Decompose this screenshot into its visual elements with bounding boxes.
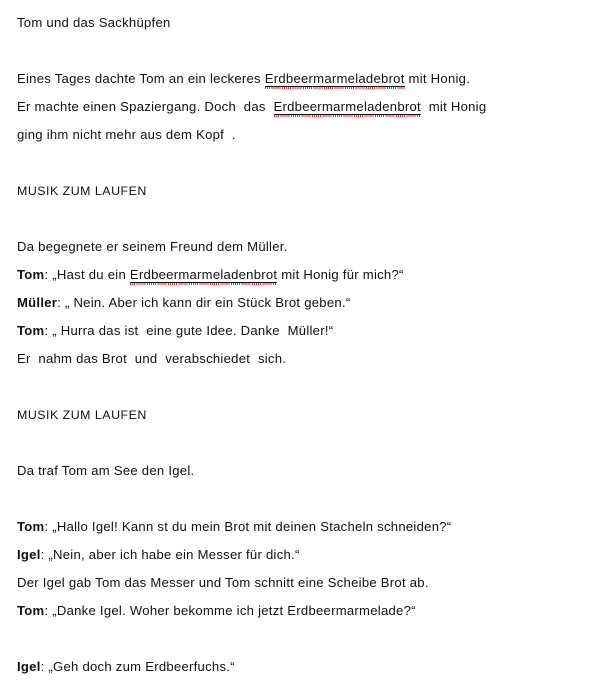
text-run: : „Geh doch zum Erdbeerfuchs.“	[40, 659, 235, 674]
speaker-name: Igel	[17, 659, 41, 674]
dialogue-line	[17, 541, 590, 569]
stage-direction-heading: MUSIK ZUM LAUFEN	[17, 184, 147, 198]
text-run: : „Hast du ein	[44, 267, 130, 282]
text-run: : „ Hurra das ist eine gute Idee. Danke Müller!“	[44, 323, 334, 338]
blank-line	[17, 625, 590, 653]
speaker-name: Müller	[17, 295, 58, 310]
misspelled-word[interactable]: Erdbeermarmeladenbrot	[129, 267, 278, 282]
misspelled-word[interactable]: Erdbeermarmeladebrot	[264, 71, 405, 86]
speaker-name: Tom	[17, 323, 45, 338]
text-run: Eines Tages dachte Tom an ein leckeres	[17, 71, 265, 86]
text-run: : „ Nein. Aber ich kann dir ein Stück Brot geben.“	[57, 295, 351, 310]
text-run: : „Danke Igel. Woher bekomme ich jetzt Erdbeermarmelade?“	[44, 603, 416, 618]
text-run: : „Nein, aber ich habe ein Messer für dich.“	[40, 547, 300, 562]
dialogue-line	[17, 261, 590, 289]
blank-line	[17, 149, 590, 177]
text-run: mit Honig	[420, 99, 487, 114]
text-run: mit Honig.	[404, 71, 471, 86]
blank-line	[17, 205, 590, 233]
paragraph-line: Der Igel gab Tom das Messer und Tom schnitt eine Scheibe Brot ab.	[17, 575, 429, 590]
blank-line	[17, 429, 590, 457]
dialogue-line	[17, 513, 590, 541]
speaker-name: Tom	[17, 267, 45, 282]
speaker-name: Igel	[17, 547, 41, 562]
paragraph-line: Da begegnete er seinem Freund dem Müller.	[17, 239, 288, 254]
text-run: Er machte einen Spaziergang. Doch das	[17, 99, 274, 114]
dialogue-line	[17, 597, 590, 625]
paragraph-line: Da traf Tom am See den Igel.	[17, 463, 195, 478]
paragraph-line	[17, 93, 590, 121]
text-run: : „Hallo Igel! Kann st du mein Brot mit deinen Stacheln schneiden?“	[44, 519, 452, 534]
document-title: Tom und das Sackhüpfen	[17, 15, 171, 30]
dialogue-line	[17, 289, 590, 317]
stage-direction-heading: MUSIK ZUM LAUFEN	[17, 408, 147, 422]
speaker-name: Tom	[17, 519, 45, 534]
blank-line	[17, 485, 590, 513]
misspelled-word[interactable]: Erdbeermarmeladenbrot	[273, 99, 421, 114]
dialogue-line	[17, 653, 590, 681]
dialogue-line	[17, 317, 590, 345]
speaker-name: Tom	[17, 603, 45, 618]
paragraph-line: ging ihm nicht mehr aus dem Kopf .	[17, 127, 236, 142]
blank-line	[17, 37, 590, 65]
text-run: mit Honig für mich?“	[277, 267, 404, 282]
paragraph-line: Er nahm das Brot und verabschiedet sich.	[17, 351, 287, 366]
paragraph-line	[17, 65, 590, 93]
blank-line	[17, 373, 590, 401]
